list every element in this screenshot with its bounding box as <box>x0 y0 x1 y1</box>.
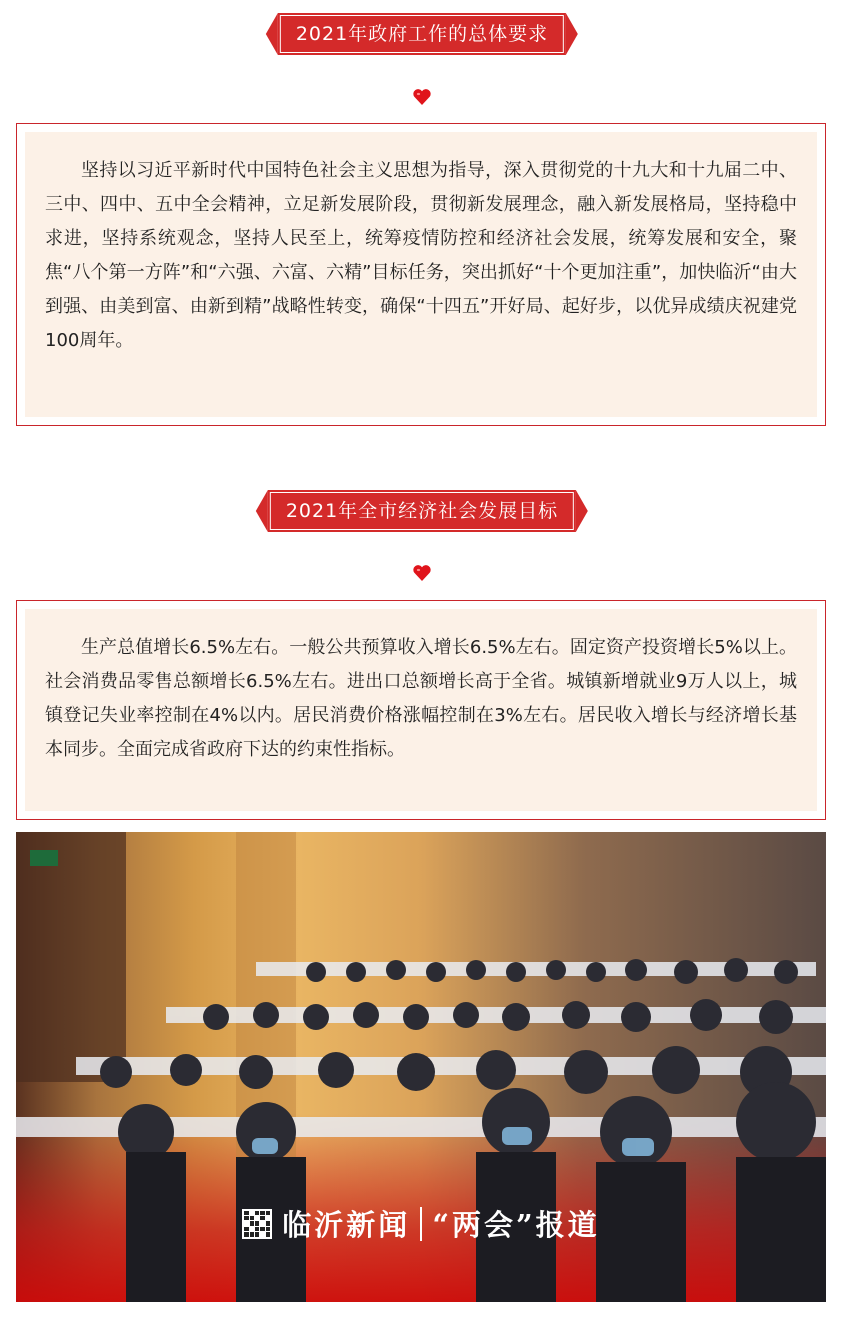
section-title-banner-2 <box>256 490 588 532</box>
caption-divider <box>420 1207 422 1241</box>
heart-icon <box>412 563 432 583</box>
heart-icon <box>412 87 432 107</box>
content-box-2 <box>16 600 826 820</box>
content-box-1 <box>16 123 826 426</box>
report-label: “两会”报道 <box>432 1208 600 1242</box>
qr-code-icon <box>242 1209 272 1239</box>
banner-left-chevron <box>266 13 278 55</box>
banner-right-chevron <box>566 13 578 55</box>
section-title-1: 2021年政府工作的总体要求 <box>278 13 566 55</box>
section-title-2: 2021年全市经济社会发展目标 <box>268 490 576 532</box>
section-2-text: 生产总值增长6.5%左右。一般公共预算收入增长6.5%左右。固定资产投资增长5%以上。社会消费品零售总额增长6.5%左右。进出口总额增长高于全省。城镇新增就业9万人以上，城镇登记失业率控制在4%以内。居民消费价格涨幅控制在3%左右。居民收入增长与经济增长基本同步。全面完成省政府下达的约束性指标。 <box>25 609 817 811</box>
photo-caption <box>16 1203 826 1244</box>
section-1-text: 坚持以习近平新时代中国特色社会主义思想为指导，深入贯彻党的十九大和十九届二中、三中、四中、五中全会精神，立足新发展阶段，贯彻新发展理念，融入新发展格局，坚持稳中求进，坚持系统观念，坚持人民至上，统筹疫情防控和经济社会发展，统筹发展和安全，聚焦“八个第一方阵”和“六强、六富、六精”目标任务，突出抓好“十个更加注重”，加快临沂“由大到强、由美到富、由新到精”战略性转变，确保“十四五”开好局、起好步，以优异成绩庆祝建党100周年。 <box>25 132 817 417</box>
section-title-banner-1 <box>266 13 578 55</box>
news-brand: 临沂新闻 <box>282 1208 411 1242</box>
banner-left-chevron <box>256 490 268 532</box>
meeting-photo <box>16 832 826 1302</box>
banner-right-chevron <box>576 490 588 532</box>
